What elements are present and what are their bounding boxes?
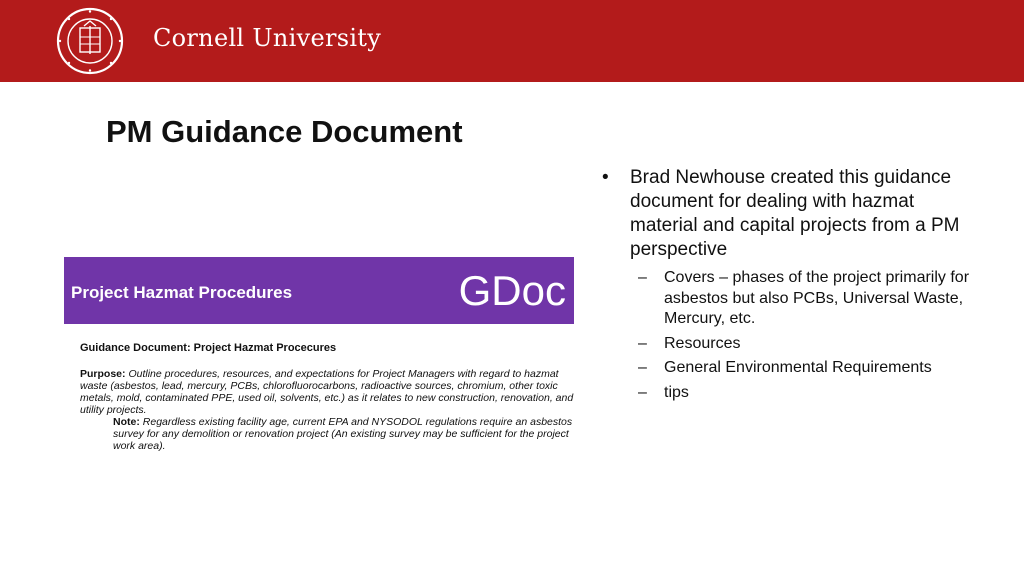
dash-marker: –	[638, 334, 647, 352]
gdoc-purpose-text: Outline procedures, resources, and expectations for Project Managers with regard to hazmat waste (asbestos, lead, mercury, PCBs, chlorofluorocarbons, radioactive sources, chromium, other toxic metals, mold, contaminated PPE, used oil, solvents, etc.) as it relates to new construction, renovation, and utility projects.	[80, 368, 574, 416]
gdoc-note-label: Note:	[113, 416, 140, 428]
gdoc-preview	[64, 257, 574, 452]
bullet-list	[598, 166, 978, 407]
sub-bullet-list	[598, 268, 978, 403]
sub-bullet-item	[598, 358, 978, 379]
gdoc-note-text: Regardless existing facility age, current EPA and NYSODOL regulations require an asbestos survey for any demolition or renovation project (An existing survey may be sufficient for the project work area).	[113, 416, 573, 452]
dash-marker: –	[638, 383, 647, 401]
bullet-item	[598, 166, 978, 262]
cornell-seal-icon	[44, 7, 136, 75]
gdoc-purpose-label: Purpose:	[80, 368, 126, 380]
sub-bullet-text: General Environmental Requirements	[664, 359, 932, 376]
bullet-text: Brad Newhouse created this guidance document for dealing with hazmat material and capital projects from a PM perspective	[630, 167, 960, 260]
sub-bullet-item	[598, 334, 978, 355]
bullet-marker: •	[602, 167, 609, 188]
gdoc-banner-title: Project Hazmat Procedures	[71, 283, 293, 302]
sub-bullet-item	[598, 383, 978, 404]
gdoc-banner-tag: GDoc	[458, 267, 566, 314]
dash-marker: –	[638, 359, 647, 376]
gdoc-purpose	[80, 368, 574, 416]
gdoc-heading: Guidance Document: Project Hazmat Procecures	[80, 342, 337, 354]
header-bar	[0, 0, 1024, 82]
sub-bullet-text: tips	[664, 383, 689, 401]
gdoc-note	[113, 416, 574, 452]
slide-title: PM Guidance Document	[106, 114, 463, 149]
sub-bullet-item	[598, 268, 978, 330]
brand-wordmark: Cornell University	[153, 24, 382, 52]
dash-marker: –	[638, 269, 647, 286]
gdoc-banner	[64, 257, 574, 324]
sub-bullet-text: Resources	[664, 334, 741, 352]
gdoc-body	[64, 324, 574, 452]
sub-bullet-text: Covers – phases of the project primarily for asbestos but also PCBs, Universal Waste, Mercury, etc.	[664, 269, 970, 327]
